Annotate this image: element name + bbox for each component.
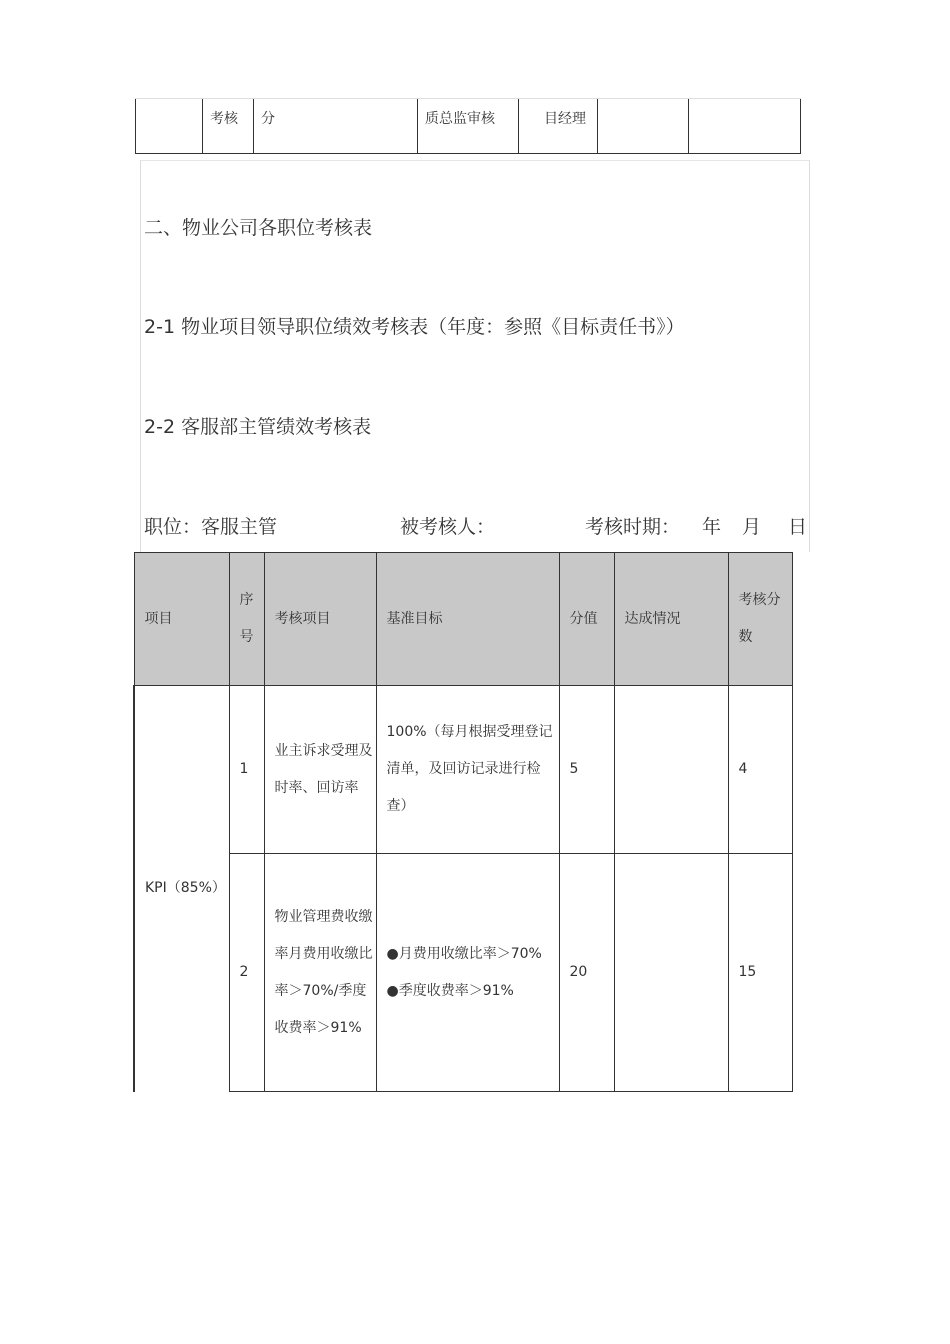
header-cell: 基准目标 (376, 553, 559, 686)
row-item: 业主诉求受理及时率、回访率 (264, 686, 376, 854)
header-cell: 达成情况 (614, 553, 728, 686)
row-status (614, 854, 728, 1092)
row-score: 20 (559, 854, 614, 1092)
row-status (614, 686, 728, 854)
row-result: 4 (728, 686, 792, 854)
subsection-title-2-1: 2-1 物业项目领导职位绩效考核表（年度：参照《目标责任书》） (144, 316, 685, 338)
fragment-cell: 目经理 (544, 111, 586, 127)
assessee-label: 被考核人： (400, 516, 496, 538)
row-target: 100%（每月根据受理登记清单，及回访记录进行检查） (376, 686, 559, 854)
row-target (376, 854, 559, 1092)
kpi-group-label: KPI（85%） (134, 686, 229, 1092)
period-label: 考核时期： (585, 516, 681, 538)
header-cell: 分值 (559, 553, 614, 686)
month-label: 月 (742, 516, 762, 538)
header-cell: 序号 (229, 553, 264, 686)
row-item: 物业管理费收缴率月费用收缴比率＞70%/季度收费率＞91% (264, 854, 376, 1092)
header-cell: 考核项目 (264, 553, 376, 686)
assessment-table (133, 552, 793, 1092)
fragment-cell: 分 (261, 111, 275, 127)
target-line: ●季度收费率＞91% (386, 982, 514, 999)
subsection-title-2-2: 2-2 客服部主管绩效考核表 (144, 416, 372, 438)
row-number: 1 (229, 686, 264, 854)
header-cell: 项目 (134, 553, 229, 686)
target-line: ●月费用收缴比率＞70% (386, 945, 542, 962)
fragment-cell: 质总监审核 (425, 111, 495, 127)
fragment-cell: 考核 (210, 111, 238, 127)
row-number: 2 (229, 854, 264, 1092)
year-label: 年 (702, 516, 722, 538)
row-result: 15 (728, 854, 792, 1092)
table-header-row (134, 553, 792, 686)
section-title: 二、物业公司各职位考核表 (144, 217, 373, 239)
table-row (134, 686, 792, 854)
day-label: 日 (788, 516, 808, 538)
row-score: 5 (559, 686, 614, 854)
table-row (134, 854, 792, 1092)
position-label: 职位：客服主管 (144, 516, 278, 538)
previous-table-fragment (135, 98, 801, 154)
header-cell: 考核分数 (728, 553, 792, 686)
